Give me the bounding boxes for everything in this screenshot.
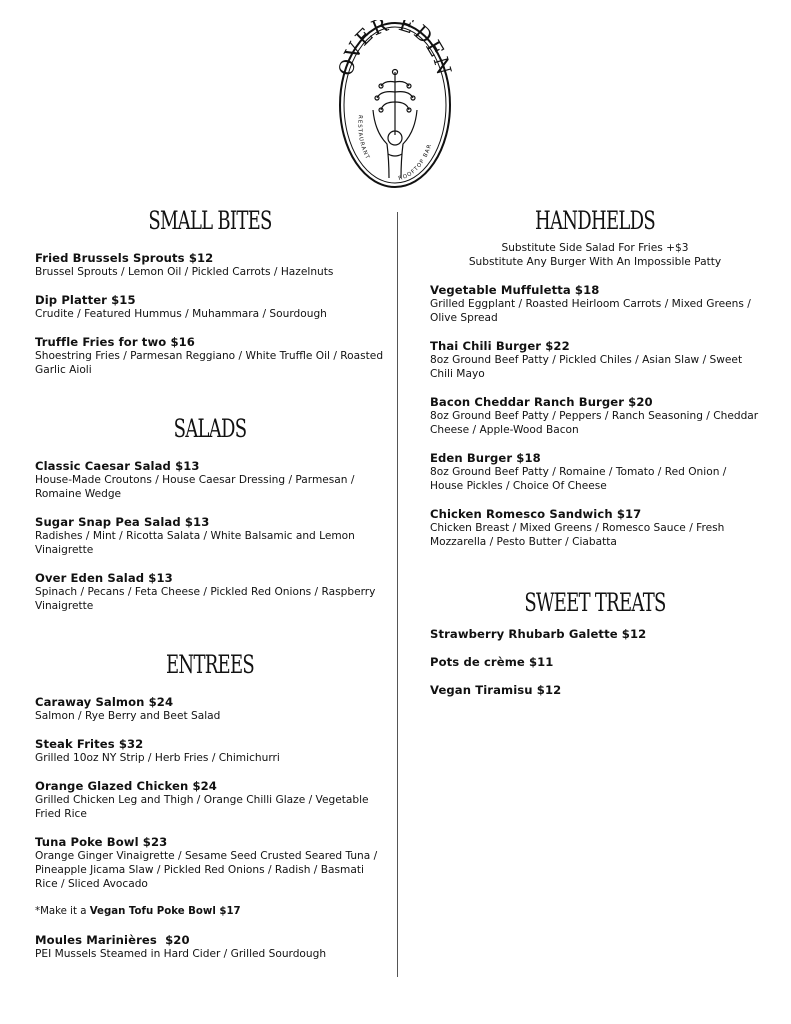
- item-description: Chicken Breast / Mixed Greens / Romesco Sauce / Fresh Mozzarella / Pesto Butter / Ciabatta: [430, 522, 725, 548]
- item-description: Grilled Chicken Leg and Thigh / Orange Chilli Glaze / Vegetable Fried Rice: [35, 794, 369, 820]
- menu-item: [430, 451, 760, 493]
- menu-item: [430, 655, 760, 669]
- item-name: Caraway Salmon $24: [35, 695, 174, 709]
- section-entrees: [35, 649, 385, 961]
- item-description: Shoestring Fries / Parmesan Reggiano / White Truffle Oil / Roasted Garlic Aioli: [35, 350, 384, 376]
- section-handhelds: [430, 205, 760, 549]
- item-description: Brussel Sprouts / Lemon Oil / Pickled Carrots / Hazelnuts: [35, 266, 334, 278]
- item-description: PEI Mussels Steamed in Hard Cider / Grilled Sourdough: [35, 948, 327, 960]
- item-name: Moules Marinières $20: [35, 933, 190, 947]
- item-description: Orange Ginger Vinaigrette / Sesame Seed Crusted Seared Tuna / Pineapple Jicama Slaw / Pickled Red Onions / Radish / Basmati Rice / Sliced Avocado: [35, 850, 378, 890]
- item-description: Crudite / Featured Hummus / Muhammara / Sourdough: [35, 308, 327, 320]
- item-name: Over Eden Salad $13: [35, 571, 173, 585]
- vegan-note-item: Vegan Tofu Poke Bowl $17: [89, 906, 241, 917]
- menu-item: [430, 283, 760, 325]
- item-name: Bacon Cheddar Ranch Burger $20: [430, 395, 653, 409]
- menu-item: [35, 293, 385, 321]
- item-description: Grilled 10oz NY Strip / Herb Fries / Chimichurri: [35, 752, 280, 764]
- item-description: Grilled Eggplant / Roasted Heirloom Carrots / Mixed Greens / Olive Spread: [430, 298, 751, 324]
- menu-item: [35, 933, 385, 961]
- item-description: Spinach / Pecans / Feta Cheese / Pickled Red Onions / Raspberry Vinaigrette: [35, 586, 376, 612]
- menu-item: [430, 507, 760, 549]
- item-name: Chicken Romesco Sandwich $17: [430, 507, 642, 521]
- menu-item: [35, 335, 385, 377]
- svg-text:RESTAURANT: RESTAURANT: [356, 114, 371, 161]
- menu-item: [430, 627, 760, 641]
- right-column: [430, 205, 760, 697]
- item-name: Vegetable Muffuletta $18: [430, 283, 600, 297]
- item-name: Vegan Tiramisu $12: [430, 683, 562, 697]
- item-name: Orange Glazed Chicken $24: [35, 779, 217, 793]
- substitution-note: Substitute Side Salad For Fries +$3: [501, 242, 689, 254]
- item-name: Sugar Snap Pea Salad $13: [35, 515, 210, 529]
- item-name: Thai Chili Burger $22: [430, 339, 570, 353]
- left-column: [35, 205, 385, 961]
- svg-text:OVER EDEN: VER EDE: [339, 20, 450, 63]
- section-title-salads: SALADS: [173, 414, 247, 443]
- menu-item: [35, 515, 385, 557]
- item-name: Strawberry Rhubarb Galette $12: [430, 627, 647, 641]
- item-description: 8oz Ground Beef Patty / Romaine / Tomato / Red Onion / House Pickles / Choice Of Cheese: [430, 466, 727, 492]
- menu-item: [35, 737, 385, 765]
- item-name: Classic Caesar Salad $13: [35, 459, 200, 473]
- vegan-option-note: [35, 905, 385, 919]
- item-description: Radishes / Mint / Ricotta Salata / White Balsamic and Lemon Vinaigrette: [35, 530, 355, 556]
- section-small-bites: [35, 205, 385, 377]
- section-title-entrees: ENTREES: [165, 650, 255, 679]
- section-salads: [35, 413, 385, 613]
- item-name: Steak Frites $32: [35, 737, 144, 751]
- section-sweet-treats: [430, 587, 760, 697]
- section-title-sweet-treats: SWEET TREATS: [524, 588, 666, 617]
- vegan-note-prefix: *Make it a: [35, 906, 90, 917]
- menu-item: [35, 695, 385, 723]
- menu-item: [430, 683, 760, 697]
- item-name: Tuna Poke Bowl $23: [35, 835, 168, 849]
- column-divider: [397, 212, 398, 977]
- menu-item: [35, 459, 385, 501]
- menu-item: [35, 779, 385, 821]
- menu-item: [35, 251, 385, 279]
- svg-text:ROOFTOP BAR: ROOFTOP BAR: [397, 143, 434, 183]
- menu-item: [35, 571, 385, 613]
- menu-item: [430, 339, 760, 381]
- item-name: Pots de crème $11: [430, 655, 554, 669]
- restaurant-logo: [337, 20, 453, 190]
- item-name: Dip Platter $15: [35, 293, 136, 307]
- item-description: House-Made Croutons / House Caesar Dressing / Parmesan / Romaine Wedge: [35, 474, 355, 500]
- item-description: 8oz Ground Beef Patty / Peppers / Ranch Seasoning / Cheddar Cheese / Apple-Wood Bacon: [430, 410, 759, 436]
- section-title-handhelds: HANDHELDS: [535, 206, 655, 235]
- menu-item: [35, 835, 385, 891]
- item-description: 8oz Ground Beef Patty / Pickled Chiles / Asian Slaw / Sweet Chili Mayo: [430, 354, 743, 380]
- substitution-note: Substitute Any Burger With An Impossible Patty: [468, 256, 722, 268]
- item-name: Fried Brussels Sprouts $12: [35, 251, 214, 265]
- item-description: Salmon / Rye Berry and Beet Salad: [35, 710, 221, 722]
- section-title-small-bites: SMALL BITES: [148, 206, 272, 235]
- menu-item: [430, 395, 760, 437]
- item-name: Eden Burger $18: [430, 451, 541, 465]
- item-name: Truffle Fries for two $16: [35, 335, 195, 349]
